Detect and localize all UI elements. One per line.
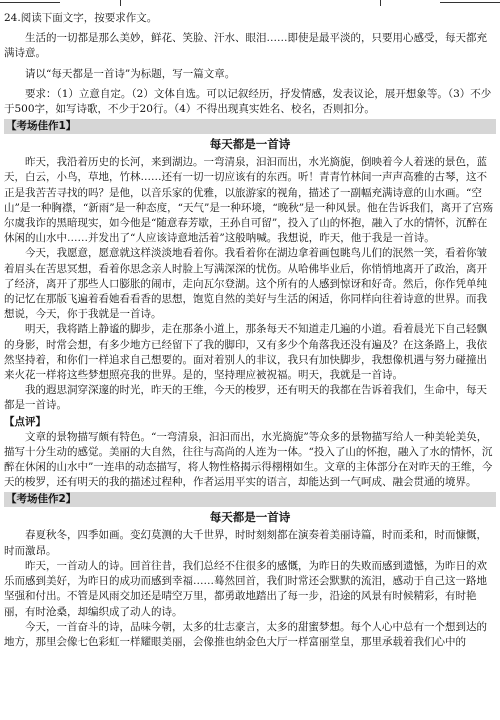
essay1-paragraph: 我的遐思洞穿深邃的时光，昨天的王维，今天的梭罗，还有明天的我都在告诉着我们，生命中，每天都是一首诗。 <box>4 384 487 412</box>
essay2-section-label: 【考场佳作2】 <box>4 492 496 507</box>
header-rule <box>0 0 500 6</box>
essay2-paragraph: 昨天，一首动人的诗。回首往昔，我们总经不住很多的感慨，为昨日的失败而感到遗憾，为昨日的欢乐而感到美好，为昨日的成功而感到幸福……蓦然回首，我们时常还会默默的流泪，感动于自己这一路地坚强和付出。不管是风雨交加还是晴空万里，都勇敢地踏出了每一步，沿途的风景有时候精彩，有时艳丽，有时沧桑，却编织成了动人的诗。 <box>4 559 487 618</box>
essay1-paragraph: 今天，我愿意，愿意就这样淡淡地看着你。我看着你在湖边拿着画包眺鸟儿们的泯然一笑，看着你皱着眉头在苦思冥想，看着你思念亲人时脸上写满深深的忧伤。从哈佛毕业后，你悄悄地离开了政治，离开了经济，离开了那些人口膨胀的闹市，走向瓦尔登湖。这个所有的人感到惊讶和好奇。然后，你作凭单纯的记忆在那版飞遍着看她看看香的思想，饱览自然的美好与生活的闲适，你同样向往着诗意的世界。而我想说，今天，你于我就是一首诗。 <box>4 247 487 321</box>
essay1-comment: 文章的景物描写颇有特色。“一弯清泉，汩汩而出，水光旖旎”等众多的景物描写给人一种美轮美奂，描写十分生动的感觉。美丽的大自然，往往与高尚的人连为一体。“投入了山的怀抱，融入了水的情怀，沉醉在休闲的山水中”一连串的动态描写，将人物性格揭示得栩栩如生。文章的主体部分在对昨天的王维，今天的梭罗，还有明天的我的描述过程种，作者运用平实的语言，却能达到一气呵成、融会贯通的境界。 <box>4 430 493 489</box>
question-title: 24.阅读下面文字，按要求作文。 <box>4 12 158 24</box>
essay1-section-label: 【考场佳作1】 <box>4 119 496 134</box>
question-prompt: 请以“每天都是一首诗”为标题，写一篇文章。 <box>25 67 236 80</box>
essay1-paragraph: 明天，我将踏上静谧的脚步，走在那条小道上，那条每天不知道走几遍的小道。看着晨光下自己轻飘的身影，时常会想，有多少地方已经留下了我的脚印，又有多少个角落我还没有遍及？在这条路上，我依然坚持着，和你们一样追求自己想要的。面对着别人的非议，我只有加快脚步，我想像机遇与努力碰撞出来火花一样将这些梦想照亮我的世界。是的，坚持理应被祝福。明天，我就是一首诗。 <box>4 323 487 382</box>
question-intro: 生活的一切都是那么美妙，鲜花、笑脸、汗水、眼泪……即使是最平淡的，只要用心感受，每天都充满诗意。 <box>4 32 487 60</box>
header-tick-right <box>380 0 381 6</box>
essay1-comment-label: 【点评】 <box>4 415 46 428</box>
essay1-title: 每天都是一首诗 <box>209 137 291 152</box>
question-requirements: 要求：（1）立意自定。（2）文体自选。可以记叙经历，抒发情感，发表议论，展开想象等。（3）不少于500字，如写诗歌，不少于20行。（4）不得出现真实姓名、校名，否则扣分。 <box>4 87 492 116</box>
header-rule-right <box>440 2 500 3</box>
essay2-paragraph: 春夏秋冬，四季如画。变幻莫测的大千世界，时时刻刻都在演奏着美丽诗篇，时而柔和，时而慷慨，时而激昂。 <box>4 529 487 557</box>
essay1-paragraph: 昨天，我沿着历史的长河，来到湖边。一弯清泉，汩汩而出，水光旖旎，倒映着今人着迷的景色，蓝天，白云，小鸟，草地，竹林……还有一切一切应该有的东西。听！青青竹林间一声声高雅的古琴，这不正是我苦苦寻找的吗？是他，以音乐家的优雅，以旅游家的视角，描述了一副幅充满诗意的山水画。“空山”是一种胸襟，“新雨”是一种态度，“天气”是一种环境，“晚秋”是一种风景。他在告诉我们，离开了宫殇尔虞我诈的黑暗现实，如今他是“随意春芳歇，王孙自可留”，投入了山的怀抱，融入了水的情怀，沉醉在休闲的山水中……并发出了“人应该诗意地活着”这般呐喊。我想说，昨天，他于我是一首诗。 <box>4 156 494 245</box>
header-tick-left <box>120 0 121 6</box>
essay2-title: 每天都是一首诗 <box>209 510 291 525</box>
document-body <box>4 11 496 650</box>
header-rule-left <box>0 2 60 3</box>
essay2-paragraph: 今天，一首奋斗的诗，品味今朝，太多的壮志豪言，太多的甜蜜梦想。每个人心中总有一个想到达的地方，那里会像七色彩虹一样耀眼美丽，会像推也纳金色大厅一样富丽堂皇，那里承载着我们心中的 <box>4 620 487 648</box>
